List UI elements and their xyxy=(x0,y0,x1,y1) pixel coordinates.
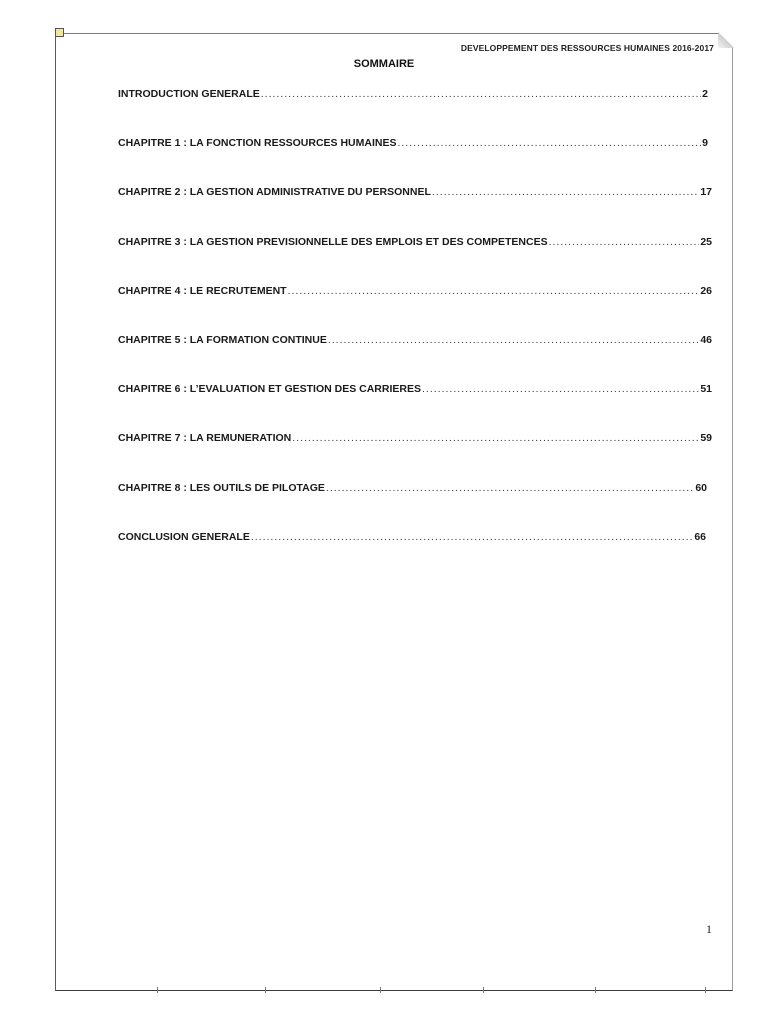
toc-entry-label: CHAPITRE 7 : LA REMUNERATION xyxy=(118,432,292,444)
toc-leader-dots xyxy=(432,186,699,198)
toc-entry-page: 17 xyxy=(700,186,712,198)
toc-leader-dots xyxy=(549,236,700,248)
toc-entry-label: CONCLUSION GENERALE xyxy=(118,531,250,543)
toc-leader-dots xyxy=(292,432,699,444)
toc-entry-label: CHAPITRE 5 : LA FORMATION CONTINUE xyxy=(118,334,327,346)
toc-entry-page: 9 xyxy=(702,137,708,149)
toc-entry-label: CHAPITRE 4 : LE RECRUTEMENT xyxy=(118,285,287,297)
toc-entry-page: 26 xyxy=(700,285,712,297)
page-frame xyxy=(55,33,733,991)
toc-entry-page: 51 xyxy=(700,383,712,395)
toc-entry-chapitre-1[interactable] xyxy=(118,137,708,151)
toc-leader-dots xyxy=(397,137,701,149)
page-number: 1 xyxy=(706,922,712,936)
toc-entry-page: 66 xyxy=(694,531,706,543)
toc-leader-dots xyxy=(251,531,693,543)
toc-entry-chapitre-6[interactable] xyxy=(118,383,712,397)
toc-entry-chapitre-7[interactable] xyxy=(118,432,712,446)
toc-title: SOMMAIRE xyxy=(353,58,415,70)
toc-entry-chapitre-3[interactable] xyxy=(118,236,712,250)
toc-entry-label: CHAPITRE 3 : LA GESTION PREVISIONNELLE DES EMPLOIS ET DES COMPETENCES xyxy=(118,236,548,248)
toc-entry-chapitre-5[interactable] xyxy=(118,334,712,348)
toc-leader-dots xyxy=(261,88,701,100)
toc-leader-dots xyxy=(288,285,700,297)
toc-entry-chapitre-8[interactable] xyxy=(118,482,707,496)
anchor-marker-icon xyxy=(55,28,64,37)
toc-entry-label: CHAPITRE 6 : L’EVALUATION ET GESTION DES CARRIERES xyxy=(118,383,421,395)
toc-entry-page: 2 xyxy=(702,88,708,100)
ruler-ticks xyxy=(55,987,733,993)
toc-entry-label: INTRODUCTION GENERALE xyxy=(118,88,260,100)
toc-leader-dots xyxy=(326,482,694,494)
toc-entry-conclusion[interactable] xyxy=(118,531,706,545)
toc-entry-page: 60 xyxy=(695,482,707,494)
toc-entry-chapitre-2[interactable] xyxy=(118,186,712,200)
toc-entry-label: CHAPITRE 1 : LA FONCTION RESSOURCES HUMAINES xyxy=(118,137,397,149)
toc-entry-page: 59 xyxy=(700,432,712,444)
page-corner-fold-icon xyxy=(718,32,734,48)
toc-entry-label: CHAPITRE 8 : LES OUTILS DE PILOTAGE xyxy=(118,482,325,494)
toc-entry-introduction[interactable] xyxy=(118,88,708,102)
toc-entry-label: CHAPITRE 2 : LA GESTION ADMINISTRATIVE DU PERSONNEL xyxy=(118,186,431,198)
toc-entry-chapitre-4[interactable] xyxy=(118,285,712,299)
toc-leader-dots xyxy=(328,334,699,346)
toc-leader-dots xyxy=(422,383,699,395)
toc-entry-page: 25 xyxy=(700,236,712,248)
running-header: DEVELOPPEMENT DES RESSOURCES HUMAINES 2016-2017 xyxy=(460,43,714,53)
toc-entry-page: 46 xyxy=(700,334,712,346)
